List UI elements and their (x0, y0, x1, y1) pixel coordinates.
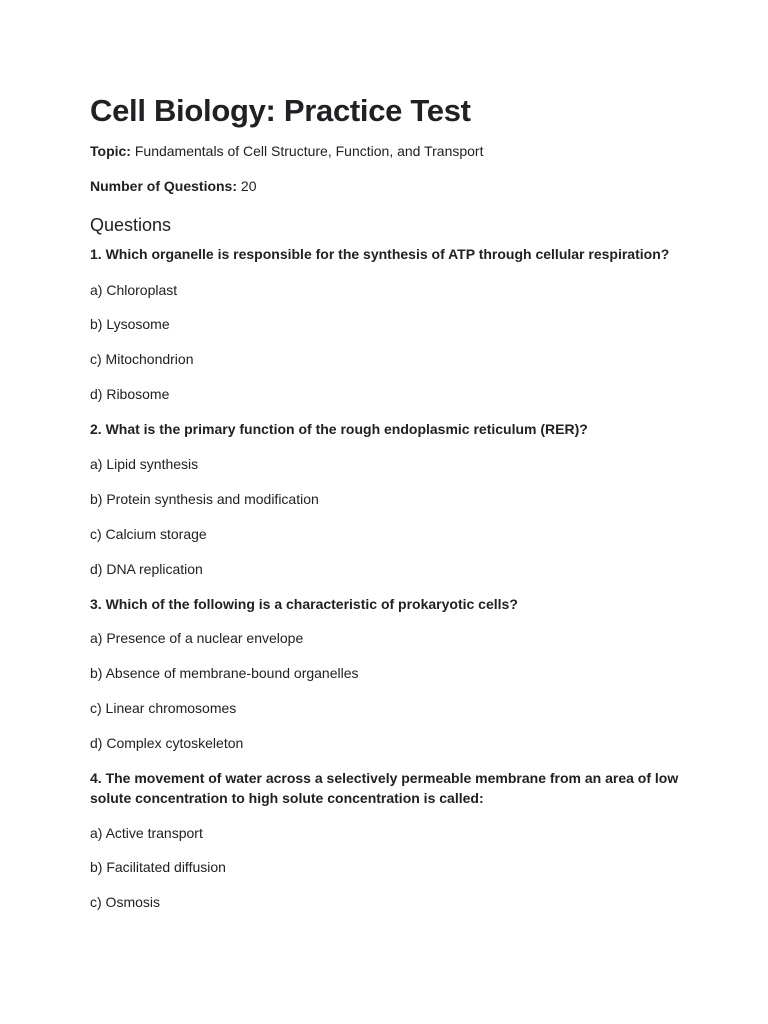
question-1-option-c: c) Mitochondrion (90, 351, 194, 367)
question-3-option-c: c) Linear chromosomes (90, 700, 237, 716)
question-2-option-b: b) Protein synthesis and modification (90, 491, 319, 507)
question-1-option-b: b) Lysosome (90, 316, 170, 332)
question-4-option-c: c) Osmosis (90, 894, 160, 910)
question-3-text: 3. Which of the following is a characteristic of prokaryotic cells? (90, 596, 518, 612)
question-1-option-d: d) Ribosome (90, 386, 170, 402)
topic-line (90, 141, 483, 161)
question-count-line (90, 176, 256, 196)
question-2-option-d: d) DNA replication (90, 561, 203, 577)
question-4-option-b: b) Facilitated diffusion (90, 859, 226, 875)
question-3-option-a: a) Presence of a nuclear envelope (90, 630, 304, 646)
question-2-option-c: c) Calcium storage (90, 526, 207, 542)
question-4-option-a: a) Active transport (90, 825, 203, 841)
question-3-option-d: d) Complex cytoskeleton (90, 735, 244, 751)
page-title: Cell Biology: Practice Test (90, 93, 471, 128)
question-3-option-b: b) Absence of membrane-bound organelles (90, 665, 359, 681)
questions-heading: Questions (90, 215, 172, 235)
topic-value: Fundamentals of Cell Structure, Function, and Transport (134, 143, 484, 159)
question-4-text: 4. The movement of water across a selectively permeable membrane from an area of low solute concentration to high solute concentration is called: (90, 770, 679, 806)
question-2-text: 2. What is the primary function of the rough endoplasmic reticulum (RER)? (90, 421, 588, 437)
question-2-option-a: a) Lipid synthesis (90, 456, 199, 472)
question-count-value: 20 (240, 178, 257, 194)
question-count-label: Number of Questions: (90, 178, 238, 194)
question-1-option-a: a) Chloroplast (90, 282, 178, 298)
question-1-text: 1. Which organelle is responsible for the synthesis of ATP through cellular respiration? (90, 246, 670, 262)
topic-label: Topic: (90, 143, 131, 159)
